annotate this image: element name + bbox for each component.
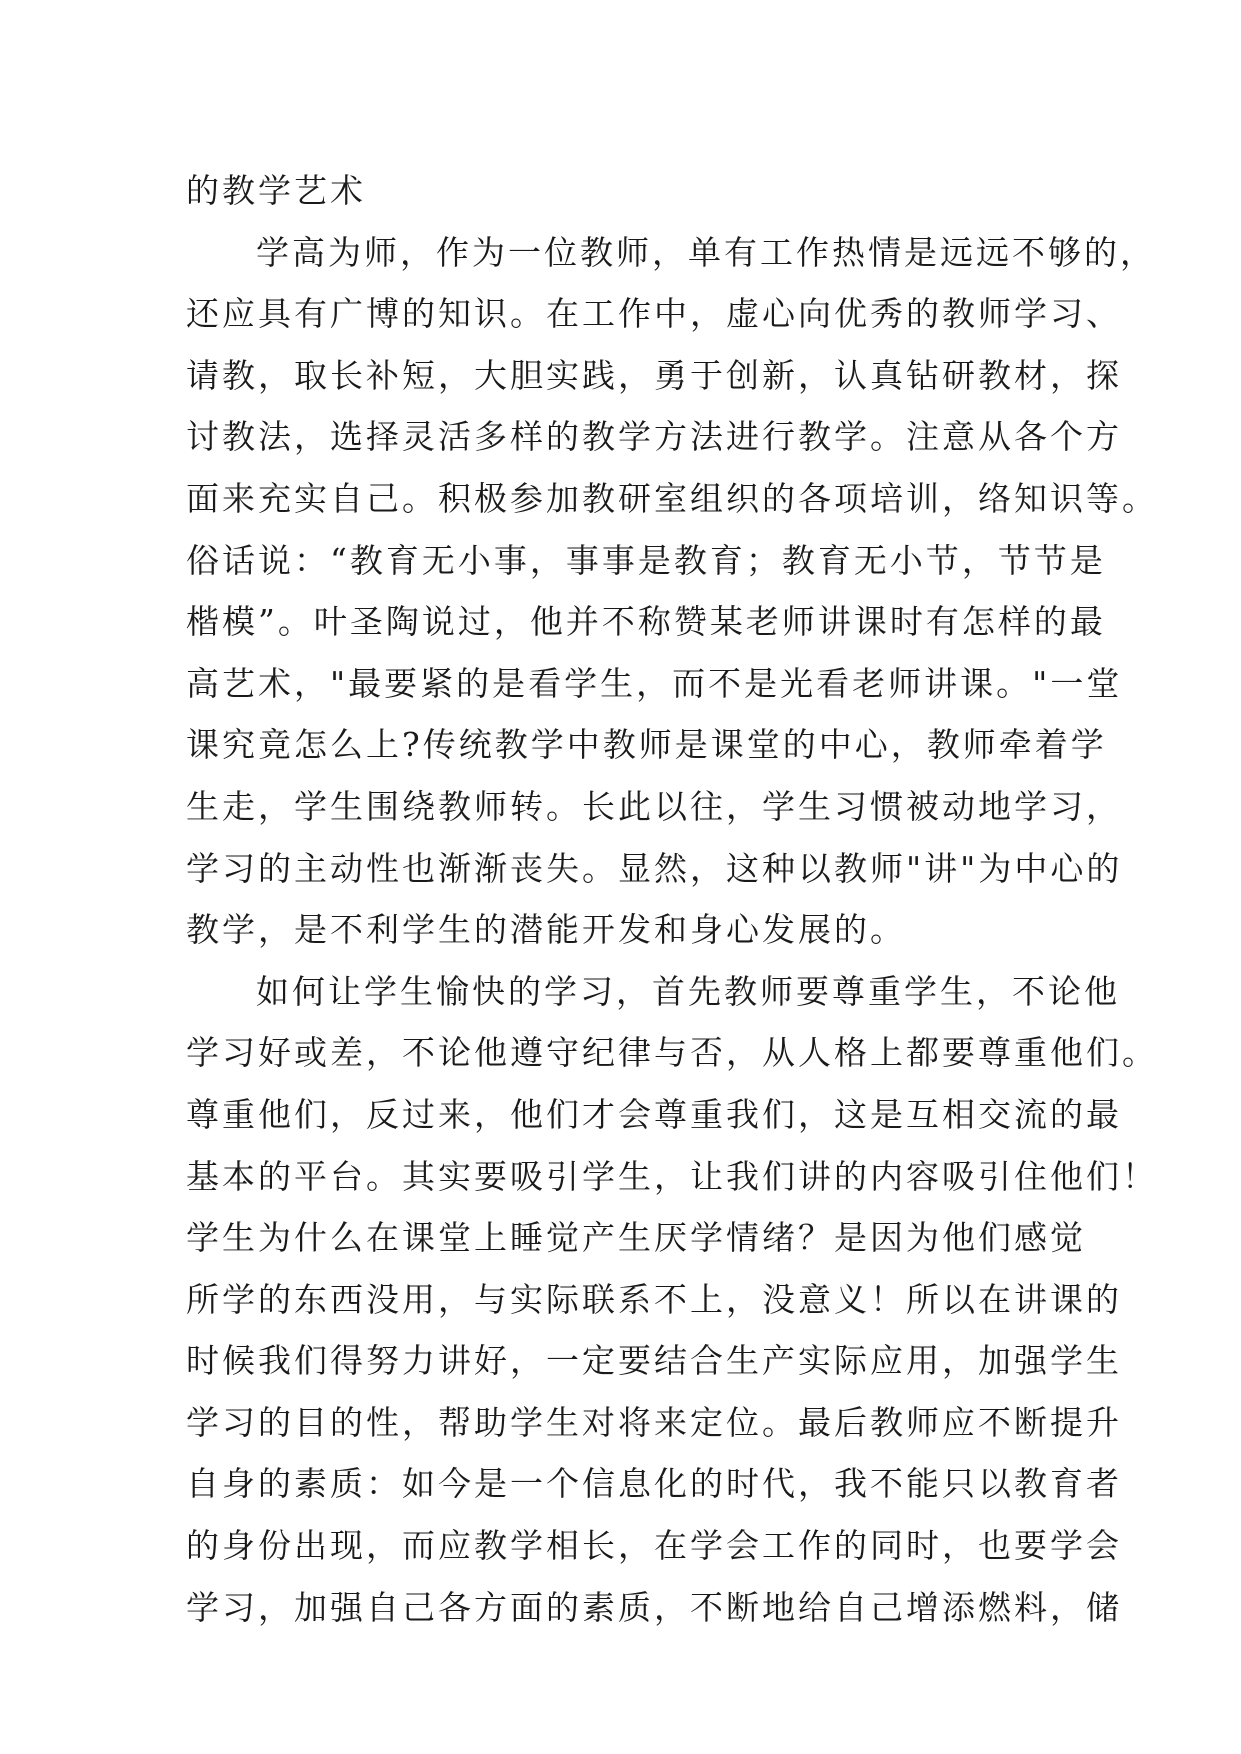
- text-line: 自身的素质：如今是一个信息化的时代，我不能只以教育者: [186, 1464, 1122, 1504]
- text-line: 楷模”。叶圣陶说过，他并不称赞某老师讲课时有怎样的最: [186, 602, 1106, 642]
- body-text: [186, 160, 1158, 1638]
- text-line: 高艺术，"最要紧的是看学生，而不是光看老师讲课。"一堂: [186, 663, 1123, 703]
- text-line: 尊重他们，反过来，他们才会尊重我们，这是互相交流的最: [186, 1094, 1122, 1134]
- text-line: 生走，学生围绕教师转。长此以往，学生习惯被动地学习，: [186, 786, 1122, 826]
- paragraph-first-line: 学高为师，作为一位教师，单有工作热情是远远不够的，: [256, 232, 1156, 272]
- paragraph-first-line: 如何让学生愉快的学习，首先教师要尊重学生，不论他: [256, 971, 1120, 1011]
- text-line: 面来充实自己。积极参加教研室组织的各项培训，络知识等。: [186, 478, 1158, 518]
- text-line: 课究竟怎么上?传统教学中教师是课堂的中心，教师牵着学: [186, 725, 1107, 765]
- text-line: 教学，是不利学生的潜能开发和身心发展的。: [186, 910, 906, 950]
- text-line: 基本的平台。其实要吸引学生，让我们讲的内容吸引住他们！: [186, 1156, 1158, 1196]
- text-line: 的身份出现，而应教学相长，在学会工作的同时，也要学会: [186, 1526, 1122, 1566]
- text-line: 请教，取长补短，大胆实践，勇于创新，认真钻研教材，探: [186, 355, 1122, 395]
- text-line: 的教学艺术: [186, 171, 366, 210]
- text-line: 俗话说：“教育无小事，事事是教育；教育无小节，节节是: [186, 540, 1106, 580]
- text-line: 学习，加强自己各方面的素质，不断地给自己增添燃料，储: [186, 1587, 1122, 1627]
- text-line: 所学的东西没用，与实际联系不上，没意义！所以在讲课的: [186, 1279, 1122, 1319]
- text-line: 讨教法，选择灵活多样的教学方法进行教学。注意从各个方: [186, 417, 1122, 457]
- text-line: 还应具有广博的知识。在工作中，虚心向优秀的教师学习、: [186, 294, 1122, 334]
- text-line: 时候我们得努力讲好，一定要结合生产实际应用，加强学生: [186, 1341, 1122, 1381]
- text-line: 学生为什么在课堂上睡觉产生厌学情绪？是因为他们感觉: [186, 1218, 1086, 1258]
- text-line: 学习的主动性也渐渐丧失。显然，这种以教师"讲"为中心的: [186, 848, 1123, 888]
- text-line: 学习好或差，不论他遵守纪律与否，从人格上都要尊重他们。: [186, 1033, 1158, 1073]
- text-line: 学习的目的性，帮助学生对将来定位。最后教师应不断提升: [186, 1402, 1122, 1442]
